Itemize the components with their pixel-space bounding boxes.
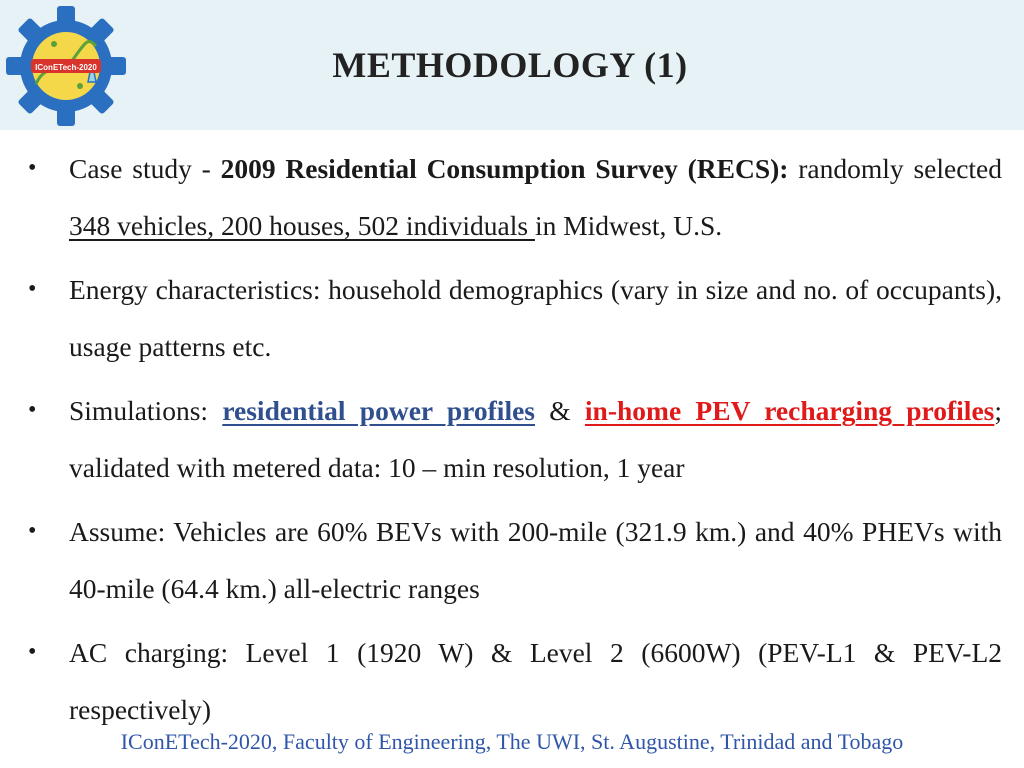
bullet-case-study [28, 140, 1002, 254]
energy-characteristics-text: Energy characteristics: household demographics (vary in size and no. of occupants), usage patterns etc. [69, 274, 1002, 362]
simulations-validation: ; validated with metered data: 10 – min resolution, 1 year [69, 395, 1002, 483]
pev-recharging-profiles-link[interactable]: in-home PEV recharging profiles [584, 395, 995, 426]
ac-charging-text: AC charging: Level 1 (1920 W) & Level 2 (6600W) (PEV-L1 & PEV-L2 respectively) [69, 637, 1002, 725]
bullet-marker: • [28, 155, 37, 181]
residential-power-profiles-link[interactable]: residential power profiles [222, 395, 535, 426]
sample-counts: 348 vehicles, 200 houses, 502 individuals [69, 210, 535, 241]
bullet-marker: • [28, 397, 37, 423]
bullet-list [28, 140, 1002, 745]
bullet-energy-characteristics [28, 261, 1002, 375]
bullet-marker: • [28, 276, 37, 302]
case-study-lead: Case study - [69, 153, 221, 184]
bullet-assume [28, 503, 1002, 617]
footer-text: IConETech-2020, Faculty of Engineering, The UWI, St. Augustine, Trinidad and Tobago [120, 729, 904, 754]
bullet-marker: • [28, 518, 37, 544]
recs-survey-name: 2009 Residential Consumption Survey (RECS): [220, 153, 789, 184]
page-title: METHODOLOGY (1) [332, 45, 688, 85]
case-study-mid: randomly selected [788, 153, 1002, 184]
bullet-ac-charging [28, 624, 1002, 738]
logo-text: IConETech-2020 [35, 63, 97, 72]
assume-text: Assume: Vehicles are 60% BEVs with 200-mile (321.9 km.) and 40% PHEVs with 40-mile (64.4 km.) all-electric ranges [69, 516, 1002, 604]
simulations-lead: Simulations: [69, 395, 223, 426]
case-study-location: in Midwest, U.S. [534, 210, 723, 241]
bullet-simulations [28, 382, 1002, 496]
conference-logo [4, 4, 128, 128]
conference-gear-logo-icon [4, 4, 128, 128]
simulations-amp: & [535, 395, 585, 426]
bullet-marker: • [28, 639, 37, 665]
